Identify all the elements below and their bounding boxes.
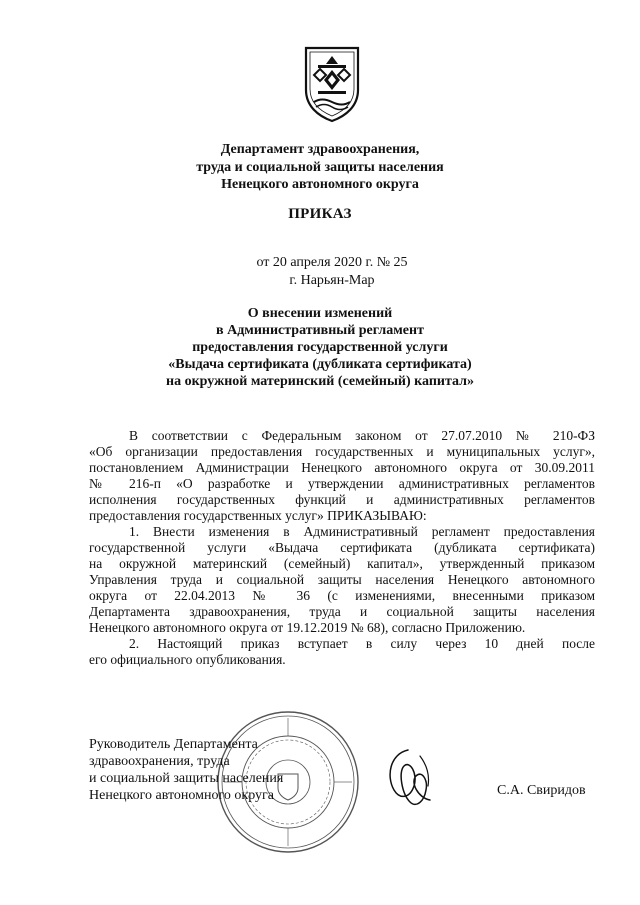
department-name-line-1: Департамент здравоохранения, — [220, 142, 420, 157]
position-line-2: здравоохранения, труда — [89, 754, 230, 769]
subject-line-5: на окружной материнский (семейный) капитал» — [166, 374, 474, 389]
order-subject — [0, 305, 640, 390]
text-line: государственной услуги «Выдача сертификата (дубликата сертификата) — [89, 540, 595, 555]
position-line-1: Руководитель Департамента — [89, 737, 258, 752]
coat-of-arms-icon — [300, 44, 364, 124]
department-name-line-3: Ненецкого автономного округа — [221, 177, 419, 192]
subject-line-1: О внесении изменений — [247, 306, 393, 321]
department-header — [0, 141, 640, 194]
body-paragraph-preamble — [89, 428, 595, 524]
body-paragraph-item-1 — [89, 524, 595, 636]
text-line: Управления труда и социальной защиты населения Ненецкого автономного — [89, 572, 595, 587]
text-line: № 216-п «О разработке и утверждении административных регламентов — [89, 476, 595, 491]
body-paragraph-item-2 — [89, 636, 595, 668]
position-line-3: и социальной защиты населения — [89, 771, 284, 786]
text-line: на окружной материнский (семейный) капитал», утвержденный приказом — [89, 556, 595, 571]
text-line: Ненецкого автономного округа от 19.12.2019 № 68), согласно Приложению. — [89, 620, 526, 635]
subject-line-3: предоставления государственной услуги — [192, 340, 448, 355]
text-line: предоставления государственных услуг» ПРИКАЗЫВАЮ: — [89, 508, 427, 523]
text-line: Департамента здравоохранения, труда и социальной защиты населения — [89, 604, 595, 619]
text-line: округа от 22.04.2013 № 36 (с изменениями, внесенными приказом — [89, 588, 595, 603]
signatory-position — [89, 736, 283, 804]
text-line: постановлением Администрации Ненецкого автономного округа от 30.09.2011 — [89, 460, 595, 475]
order-city: г. Нарьян-Мар — [289, 273, 375, 288]
department-name-line-2: труда и социальной защиты населения — [196, 159, 444, 175]
subject-line-2: в Административный регламент — [216, 323, 424, 338]
order-date-number: от 20 апреля 2020 г. № 25 — [256, 255, 408, 270]
text-line: исполнения государственных функций и административных регламентов — [89, 492, 595, 507]
text-line: 1. Внести изменения в Административный регламент предоставления — [129, 524, 595, 539]
order-body — [89, 428, 595, 668]
position-line-4: Ненецкого автономного округа — [89, 788, 274, 803]
text-line: его официального опубликования. — [89, 652, 286, 667]
signatory-name: С.А. Свиридов — [497, 783, 586, 798]
subject-line-4: «Выдача сертификата (дубликата сертификата) — [168, 357, 472, 372]
handwritten-signature-icon — [380, 742, 440, 812]
document-title: ПРИКАЗ — [288, 206, 352, 222]
text-line: В соответствии с Федеральным законом от 27.07.2010 № 210-ФЗ — [129, 428, 595, 443]
text-line: 2. Настоящий приказ вступает в силу через 10 дней после — [129, 636, 595, 651]
text-line: «Об организации предоставления государственных и муниципальных услуг», — [89, 444, 595, 459]
